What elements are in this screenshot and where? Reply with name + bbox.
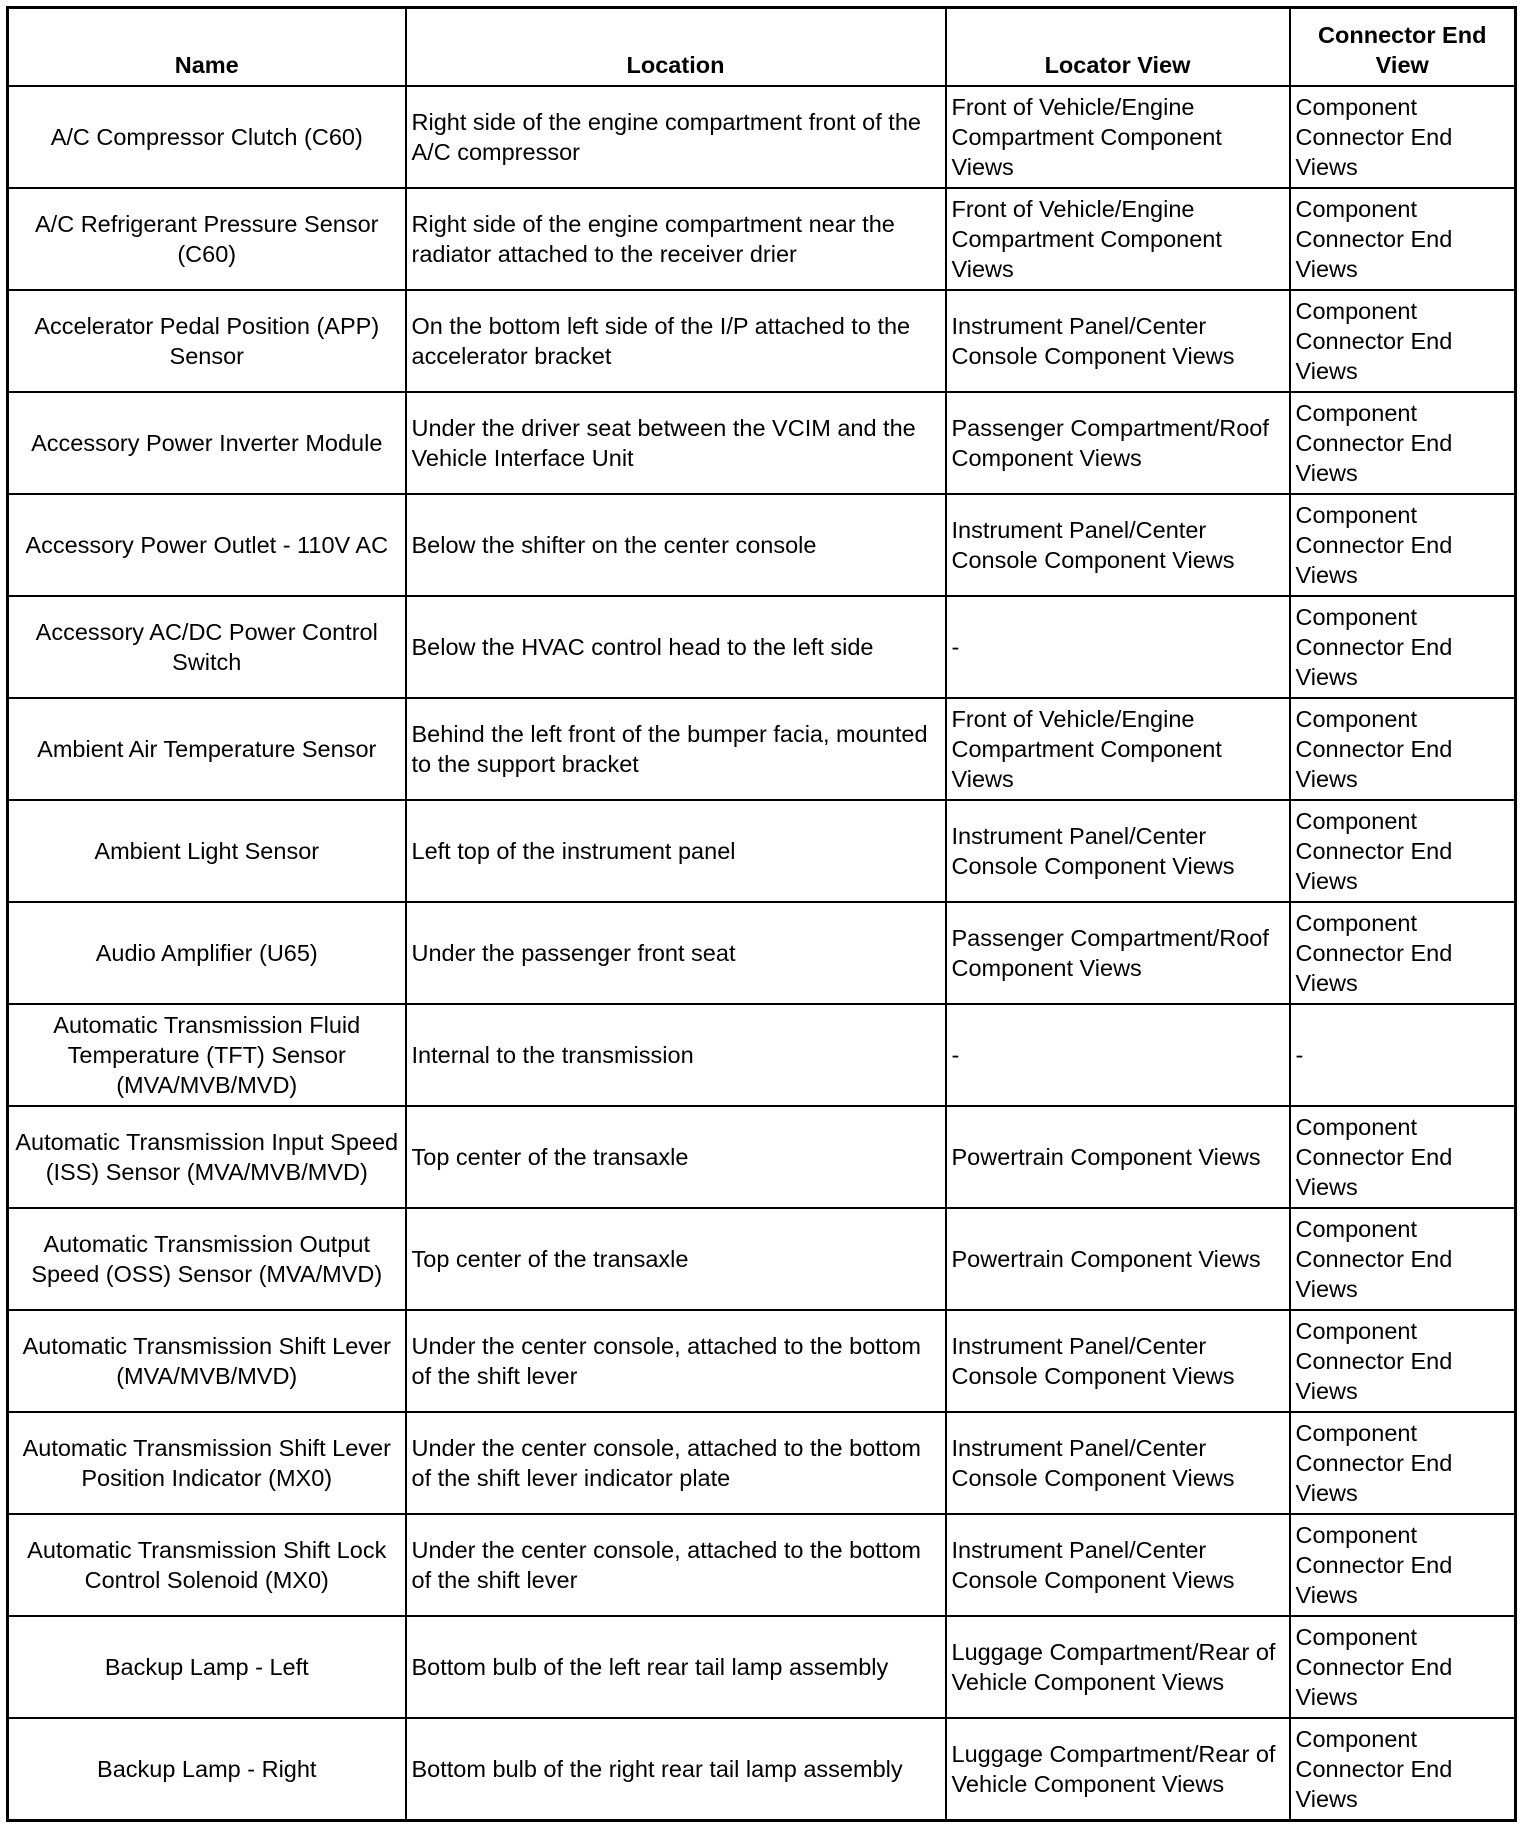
header-locator-view: Locator View xyxy=(946,8,1290,87)
cell-name: Audio Amplifier (U65) xyxy=(8,902,406,1004)
cell-connector-end-view[interactable]: Component Connector End Views xyxy=(1290,188,1516,290)
table-row xyxy=(8,1514,1516,1616)
cell-connector-end-view[interactable]: Component Connector End Views xyxy=(1290,494,1516,596)
cell-name: Automatic Transmission Shift Lever Position Indicator (MX0) xyxy=(8,1412,406,1514)
cell-location: On the bottom left side of the I/P attached to the accelerator bracket xyxy=(406,290,946,392)
cell-connector-end-view[interactable]: Component Connector End Views xyxy=(1290,1208,1516,1310)
cell-connector-end-view[interactable]: Component Connector End Views xyxy=(1290,800,1516,902)
cell-location: Internal to the transmission xyxy=(406,1004,946,1106)
cell-name: Accessory AC/DC Power Control Switch xyxy=(8,596,406,698)
cell-name: Automatic Transmission Shift Lever (MVA/MVB/MVD) xyxy=(8,1310,406,1412)
cell-location: Bottom bulb of the left rear tail lamp assembly xyxy=(406,1616,946,1718)
cell-location: Left top of the instrument panel xyxy=(406,800,946,902)
table-header xyxy=(8,8,1516,87)
table-row xyxy=(8,1718,1516,1821)
cell-connector-end-view[interactable]: Component Connector End Views xyxy=(1290,698,1516,800)
cell-location: Right side of the engine compartment front of the A/C compressor xyxy=(406,86,946,188)
table-row xyxy=(8,494,1516,596)
table-row xyxy=(8,1208,1516,1310)
cell-connector-end-view[interactable]: Component Connector End Views xyxy=(1290,1514,1516,1616)
cell-locator-view[interactable]: Passenger Compartment/Roof Component Views xyxy=(946,902,1290,1004)
header-connector-end-view: Connector End View xyxy=(1290,8,1516,87)
table-row xyxy=(8,1004,1516,1106)
cell-location: Top center of the transaxle xyxy=(406,1106,946,1208)
cell-location: Behind the left front of the bumper facia, mounted to the support bracket xyxy=(406,698,946,800)
cell-connector-end-view[interactable]: - xyxy=(1290,1004,1516,1106)
component-locator-table xyxy=(6,6,1517,1822)
table-row xyxy=(8,188,1516,290)
cell-name: Backup Lamp - Left xyxy=(8,1616,406,1718)
table-row xyxy=(8,1616,1516,1718)
cell-locator-view[interactable]: Instrument Panel/Center Console Component Views xyxy=(946,800,1290,902)
cell-locator-view[interactable]: Passenger Compartment/Roof Component Views xyxy=(946,392,1290,494)
cell-locator-view[interactable]: - xyxy=(946,1004,1290,1106)
cell-location: Right side of the engine compartment near the radiator attached to the receiver drier xyxy=(406,188,946,290)
cell-location: Under the center console, attached to the bottom of the shift lever xyxy=(406,1310,946,1412)
cell-locator-view[interactable]: Instrument Panel/Center Console Component Views xyxy=(946,290,1290,392)
cell-connector-end-view[interactable]: Component Connector End Views xyxy=(1290,290,1516,392)
cell-name: Automatic Transmission Shift Lock Control Solenoid (MX0) xyxy=(8,1514,406,1616)
cell-locator-view[interactable]: Instrument Panel/Center Console Component Views xyxy=(946,1514,1290,1616)
header-location: Location xyxy=(406,8,946,87)
cell-connector-end-view[interactable]: Component Connector End Views xyxy=(1290,1412,1516,1514)
cell-name: Ambient Light Sensor xyxy=(8,800,406,902)
cell-connector-end-view[interactable]: Component Connector End Views xyxy=(1290,1616,1516,1718)
cell-locator-view[interactable]: Instrument Panel/Center Console Component Views xyxy=(946,1310,1290,1412)
cell-name: A/C Compressor Clutch (C60) xyxy=(8,86,406,188)
cell-locator-view[interactable]: Front of Vehicle/Engine Compartment Component Views xyxy=(946,188,1290,290)
cell-name: Automatic Transmission Output Speed (OSS) Sensor (MVA/MVD) xyxy=(8,1208,406,1310)
cell-location: Top center of the transaxle xyxy=(406,1208,946,1310)
cell-locator-view[interactable]: - xyxy=(946,596,1290,698)
cell-locator-view[interactable]: Luggage Compartment/Rear of Vehicle Component Views xyxy=(946,1616,1290,1718)
cell-location: Below the shifter on the center console xyxy=(406,494,946,596)
cell-locator-view[interactable]: Powertrain Component Views xyxy=(946,1208,1290,1310)
cell-location: Under the passenger front seat xyxy=(406,902,946,1004)
cell-locator-view[interactable]: Powertrain Component Views xyxy=(946,1106,1290,1208)
cell-locator-view[interactable]: Luggage Compartment/Rear of Vehicle Component Views xyxy=(946,1718,1290,1821)
table-body xyxy=(8,86,1516,1821)
component-locator-sheet xyxy=(6,6,1514,1822)
cell-connector-end-view[interactable]: Component Connector End Views xyxy=(1290,1718,1516,1821)
cell-name: Automatic Transmission Input Speed (ISS) Sensor (MVA/MVB/MVD) xyxy=(8,1106,406,1208)
table-row xyxy=(8,392,1516,494)
table-row xyxy=(8,290,1516,392)
cell-locator-view[interactable]: Front of Vehicle/Engine Compartment Component Views xyxy=(946,698,1290,800)
table-row xyxy=(8,596,1516,698)
cell-location: Under the center console, attached to the bottom of the shift lever indicator plate xyxy=(406,1412,946,1514)
cell-name: Automatic Transmission Fluid Temperature (TFT) Sensor (MVA/MVB/MVD) xyxy=(8,1004,406,1106)
cell-location: Under the driver seat between the VCIM and the Vehicle Interface Unit xyxy=(406,392,946,494)
cell-connector-end-view[interactable]: Component Connector End Views xyxy=(1290,596,1516,698)
cell-connector-end-view[interactable]: Component Connector End Views xyxy=(1290,86,1516,188)
cell-locator-view[interactable]: Instrument Panel/Center Console Component Views xyxy=(946,494,1290,596)
table-row xyxy=(8,1412,1516,1514)
cell-name: Backup Lamp - Right xyxy=(8,1718,406,1821)
table-row xyxy=(8,800,1516,902)
cell-connector-end-view[interactable]: Component Connector End Views xyxy=(1290,902,1516,1004)
cell-name: Accessory Power Outlet - 110V AC xyxy=(8,494,406,596)
table-row xyxy=(8,1106,1516,1208)
cell-connector-end-view[interactable]: Component Connector End Views xyxy=(1290,392,1516,494)
table-row xyxy=(8,1310,1516,1412)
table-row xyxy=(8,698,1516,800)
cell-name: Accelerator Pedal Position (APP) Sensor xyxy=(8,290,406,392)
cell-name: A/C Refrigerant Pressure Sensor (C60) xyxy=(8,188,406,290)
header-name: Name xyxy=(8,8,406,87)
cell-connector-end-view[interactable]: Component Connector End Views xyxy=(1290,1310,1516,1412)
cell-connector-end-view[interactable]: Component Connector End Views xyxy=(1290,1106,1516,1208)
table-row xyxy=(8,86,1516,188)
cell-location: Under the center console, attached to the bottom of the shift lever xyxy=(406,1514,946,1616)
cell-locator-view[interactable]: Instrument Panel/Center Console Component Views xyxy=(946,1412,1290,1514)
cell-location: Below the HVAC control head to the left side xyxy=(406,596,946,698)
cell-location: Bottom bulb of the right rear tail lamp assembly xyxy=(406,1718,946,1821)
cell-locator-view[interactable]: Front of Vehicle/Engine Compartment Component Views xyxy=(946,86,1290,188)
cell-name: Ambient Air Temperature Sensor xyxy=(8,698,406,800)
header-row xyxy=(8,8,1516,87)
table-row xyxy=(8,902,1516,1004)
cell-name: Accessory Power Inverter Module xyxy=(8,392,406,494)
